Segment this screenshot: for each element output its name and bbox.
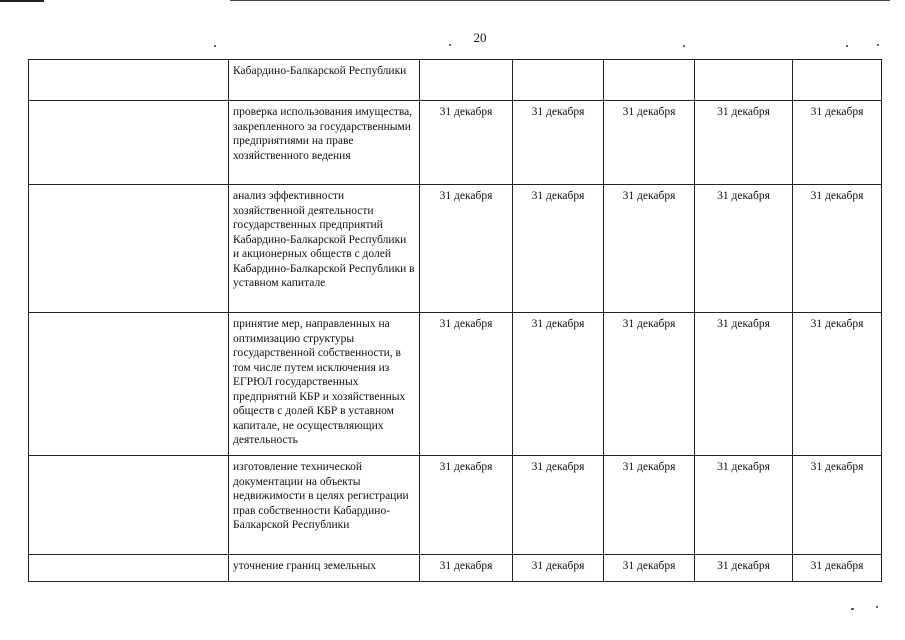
table-row [29,313,882,456]
deadline-cell: 31 декабря [695,101,793,185]
deadline-cell: 31 декабря [793,185,882,313]
top-rule-left [0,0,44,2]
task-description: принятие мер, направленных на оптимизацию структуры государственной собственности, в том числе путем исключения из ЕГРЮЛ государственных предприятий КБР и хозяйственных обществ с долей КБР в уставном капитале, не осуществляющих деятельность [229,313,420,456]
deadline-cell: 31 декабря [604,101,695,185]
row-blank-cell [29,60,229,101]
row-blank-cell [29,555,229,582]
row-blank-cell [29,313,229,456]
deadline-cell: 31 декабря [420,456,513,555]
table-row [29,185,882,313]
scan-speck [683,45,685,47]
task-description: анализ эффективности хозяйственной деятельности государственных предприятий Кабардино-Балкарской Республики и акционерных обществ с долей Кабардино-Балкарской Республики в уставном капитале [229,185,420,313]
table-row [29,101,882,185]
row-blank-cell [29,456,229,555]
deadline-cell: 31 декабря [604,313,695,456]
task-description: Кабардино-Балкарской Республики [229,60,420,101]
deadline-cell: 31 декабря [604,456,695,555]
deadline-cell: 31 декабря [420,313,513,456]
deadline-cell: 31 декабря [793,456,882,555]
scan-speck [876,606,878,608]
scan-speck [449,44,451,46]
scan-speck [846,45,848,47]
deadline-cell [513,60,604,101]
deadline-cell: 31 декабря [695,185,793,313]
deadline-cell: 31 декабря [793,313,882,456]
deadline-cell: 31 декабря [604,185,695,313]
table-row [29,456,882,555]
scan-speck [214,45,216,47]
deadline-cell: 31 декабря [513,456,604,555]
scan-speck [877,44,879,46]
deadline-cell: 31 декабря [513,555,604,582]
deadline-cell: 31 декабря [420,101,513,185]
deadline-cell: 31 декабря [420,555,513,582]
task-description: изготовление технической документации на объекты недвижимости в целях регистрации прав собственности Кабардино-Балкарской Республики [229,456,420,555]
deadline-cell: 31 декабря [513,185,604,313]
top-rule-right [230,0,890,1]
task-description: проверка использования имущества, закрепленного за государственными предприятиями на праве хозяйственного ведения [229,101,420,185]
page-number: 20 [473,30,487,45]
deadline-cell: 31 декабря [420,185,513,313]
table-row [29,555,882,582]
plan-table [28,59,882,582]
deadline-cell [695,60,793,101]
deadline-cell [604,60,695,101]
deadline-cell: 31 декабря [695,456,793,555]
deadline-cell [793,60,882,101]
scan-speck [851,608,854,610]
deadline-cell: 31 декабря [513,101,604,185]
deadline-cell: 31 декабря [793,101,882,185]
deadline-cell: 31 декабря [695,555,793,582]
row-blank-cell [29,185,229,313]
deadline-cell [420,60,513,101]
deadline-cell: 31 декабря [604,555,695,582]
deadline-cell: 31 декабря [695,313,793,456]
deadline-cell: 31 декабря [513,313,604,456]
task-description: уточнение границ земельных [229,555,420,582]
table-row [29,60,882,101]
deadline-cell: 31 декабря [793,555,882,582]
row-blank-cell [29,101,229,185]
